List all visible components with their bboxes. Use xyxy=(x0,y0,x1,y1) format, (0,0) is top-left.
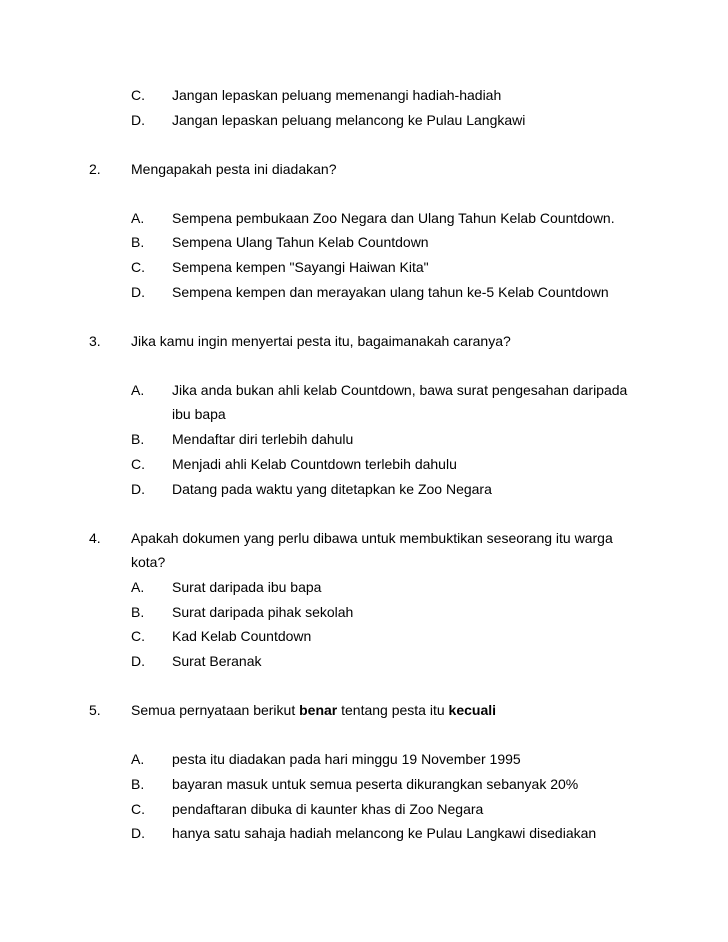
q5-option-c-letter: C. xyxy=(131,801,145,817)
q2-option-d-text: Sempena kempen dan merayakan ulang tahun ke-5 Kelab Countdown xyxy=(172,284,609,300)
q4-option-a-text: Surat daripada ibu bapa xyxy=(172,579,322,595)
q4-option-d-letter: D. xyxy=(131,653,145,669)
q2-option-c-letter: C. xyxy=(131,259,145,275)
q4-option-b-letter: B. xyxy=(131,604,145,620)
question-5-part2: tentang pesta itu xyxy=(337,702,449,718)
q5-option-b-text: bayaran masuk untuk semua peserta dikurangkan sebanyak 20% xyxy=(172,776,579,792)
q5-option-a-letter: A. xyxy=(131,751,145,767)
q3-option-d-letter: D. xyxy=(131,481,145,497)
q2-option-a-text: Sempena pembukaan Zoo Negara dan Ulang Tahun Kelab Countdown. xyxy=(172,210,615,226)
q2-option-b-letter: B. xyxy=(131,234,145,250)
q4-option-d-text: Surat Beranak xyxy=(172,653,262,669)
question-5-text xyxy=(131,701,496,719)
q2-option-a-letter: A. xyxy=(131,210,145,226)
q4-option-a-letter: A. xyxy=(131,579,145,595)
option-letter-d: D. xyxy=(131,112,145,128)
q2-option-d-letter: D. xyxy=(131,284,145,300)
q5-option-d-letter: D. xyxy=(131,825,145,841)
q3-option-d-text: Datang pada waktu yang ditetapkan ke Zoo Negara xyxy=(172,481,492,497)
question-3-text: Jika kamu ingin menyertai pesta itu, bagaimanakah caranya? xyxy=(131,333,511,349)
q4-option-c-letter: C. xyxy=(131,628,145,644)
question-3-number: 3. xyxy=(89,333,101,349)
q4-option-c-text: Kad Kelab Countdown xyxy=(172,628,312,644)
q5-option-c-text: pendaftaran dibuka di kaunter khas di Zoo Negara xyxy=(172,801,484,817)
question-2-number: 2. xyxy=(89,161,101,177)
question-5-number: 5. xyxy=(89,702,101,718)
question-4-text-cont: kota? xyxy=(131,554,166,570)
question-4-number: 4. xyxy=(89,530,101,546)
question-5-bold-benar: benar xyxy=(299,702,338,718)
q5-option-b-letter: B. xyxy=(131,776,145,792)
q3-option-a-text-cont: ibu bapa xyxy=(172,406,226,422)
question-4-text: Apakah dokumen yang perlu dibawa untuk membuktikan seseorang itu warga xyxy=(131,530,613,546)
q5-option-d-text: hanya satu sahaja hadiah melancong ke Pulau Langkawi disediakan xyxy=(172,825,597,841)
option-text-c: Jangan lepaskan peluang memenangi hadiah-hadiah xyxy=(172,87,502,103)
q3-option-a-text: Jika anda bukan ahli kelab Countdown, bawa surat pengesahan daripada xyxy=(172,382,628,398)
option-text-d: Jangan lepaskan peluang melancong ke Pulau Langkawi xyxy=(172,112,526,128)
q5-option-a-text: pesta itu diadakan pada hari minggu 19 November 1995 xyxy=(172,751,521,767)
question-5-part1: Semua pernyataan berikut xyxy=(131,702,300,718)
question-5-bold-kecuali: kecuali xyxy=(448,702,497,718)
question-2-text: Mengapakah pesta ini diadakan? xyxy=(131,161,337,177)
q3-option-b-letter: B. xyxy=(131,431,145,447)
option-letter-c: C. xyxy=(131,87,145,103)
q4-option-b-text: Surat daripada pihak sekolah xyxy=(172,604,354,620)
q3-option-c-letter: C. xyxy=(131,456,145,472)
q3-option-b-text: Mendaftar diri terlebih dahulu xyxy=(172,431,354,447)
q3-option-c-text: Menjadi ahli Kelab Countdown terlebih dahulu xyxy=(172,456,457,472)
q2-option-c-text: Sempena kempen "Sayangi Haiwan Kita" xyxy=(172,259,429,275)
q2-option-b-text: Sempena Ulang Tahun Kelab Countdown xyxy=(172,234,429,250)
q3-option-a-letter: A. xyxy=(131,382,145,398)
